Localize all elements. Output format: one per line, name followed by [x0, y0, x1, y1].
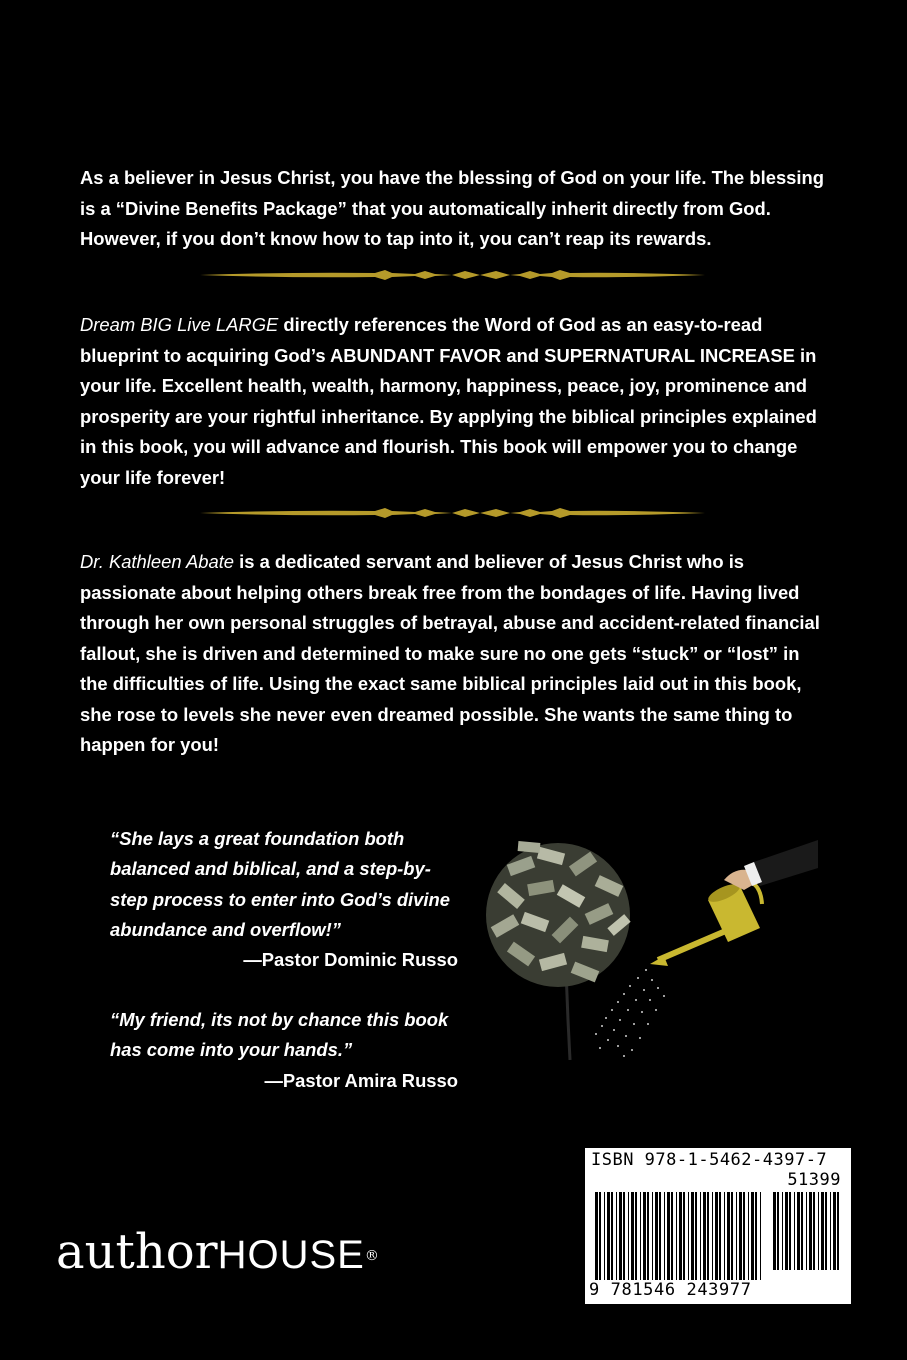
barcode-bar	[760, 1192, 761, 1280]
water-spray	[595, 969, 665, 1057]
gold-ornament-divider	[200, 506, 705, 520]
barcode-bar	[806, 1192, 807, 1270]
barcode-bar	[655, 1192, 658, 1280]
barcode-bar	[664, 1192, 665, 1280]
barcode-bar	[739, 1192, 742, 1280]
barcode-bar	[676, 1192, 677, 1280]
barcode-bar	[821, 1192, 824, 1270]
isbn-label: ISBN 978-1-5462-4397-7	[591, 1150, 828, 1170]
barcode-bar	[707, 1192, 709, 1280]
author-bio-paragraph	[80, 547, 832, 761]
barcode-bar	[731, 1192, 733, 1280]
barcode-bar	[794, 1192, 795, 1270]
barcode-bar	[801, 1192, 803, 1270]
barcode-bar	[619, 1192, 622, 1280]
testimonial	[110, 1005, 458, 1096]
barcode-bar	[616, 1192, 617, 1280]
intro-paragraph	[80, 163, 832, 255]
author-name: Dr. Kathleen Abate	[80, 551, 235, 572]
barcode-bar	[715, 1192, 718, 1280]
barcode-bar	[604, 1192, 605, 1280]
addon-bars	[773, 1192, 841, 1270]
book-description-paragraph	[80, 310, 832, 493]
isbn-barcode	[585, 1148, 851, 1304]
barcode-bar	[652, 1192, 653, 1280]
barcode-bar	[830, 1192, 831, 1270]
barcode-bar	[643, 1192, 646, 1280]
barcode-bar	[631, 1192, 634, 1280]
barcode-bar	[837, 1192, 839, 1270]
barcode-bar	[683, 1192, 685, 1280]
barcode-bar	[599, 1192, 601, 1280]
author-bio-text: is a dedicated servant and believer of Jesus Christ who is passionate about helping others break free from the bondages of life. Having lived through her own personal struggles of betrayal, abuse and accident-related financial fallout, she is driven and determined to make sure no one gets “stuck” or “lost” in the difficulties of life. Using the exact same biblical principles laid out in this book, she rose to levels she never even dreamed possible. She wants the same thing to happen for you!	[80, 551, 820, 755]
barcode-bar	[628, 1192, 629, 1280]
testimonial-quote: “My friend, its not by chance this book has come into your hands.”	[110, 1009, 449, 1061]
barcode-bar	[813, 1192, 815, 1270]
barcode-bar	[688, 1192, 689, 1280]
book-title: Dream BIG Live LARGE	[80, 314, 279, 335]
barcode-bar	[751, 1192, 754, 1280]
barcode-bar	[789, 1192, 791, 1270]
barcode-bar	[797, 1192, 800, 1270]
intro-text: As a believer in Jesus Christ, you have the blessing of God on your life. The blessing is a “Divine Benefits Package” that you automatically inherit directly from God. However, if you don’t know how to tap into it, you can’t reap its rewards.	[80, 167, 824, 249]
barcode-bar	[736, 1192, 737, 1280]
barcode-bar	[700, 1192, 701, 1280]
barcode-bar	[833, 1192, 836, 1270]
barcode-bar	[748, 1192, 749, 1280]
hand-holding-can	[724, 840, 818, 890]
barcode-bar	[825, 1192, 827, 1270]
testimonial-quote: “She lays a great foundation both balanced and biblical, and a step-by-step process to enter into God’s divine abundance and overflow!”	[110, 828, 450, 940]
barcode-bar	[773, 1192, 776, 1270]
testimonial-attribution: —Pastor Amira Russo	[264, 1069, 458, 1091]
barcode-bar	[623, 1192, 625, 1280]
yellow-watering-can	[650, 881, 762, 966]
barcode-bar	[712, 1192, 713, 1280]
barcode-bar	[679, 1192, 682, 1280]
barcode-bar	[640, 1192, 641, 1280]
barcode-bar	[595, 1192, 598, 1280]
barcode-bar	[635, 1192, 637, 1280]
barcode-bar	[647, 1192, 649, 1280]
barcode-bar	[607, 1192, 610, 1280]
barcode-bar	[611, 1192, 613, 1280]
barcode-bar	[743, 1192, 745, 1280]
barcode-bar	[818, 1192, 819, 1270]
barcode-bar	[703, 1192, 706, 1280]
registered-mark: ®	[364, 1248, 379, 1264]
barcode-bar	[782, 1192, 783, 1270]
barcode-bar	[695, 1192, 697, 1280]
gold-ornament-divider	[200, 268, 705, 282]
barcode-bar	[809, 1192, 812, 1270]
barcode-bar	[785, 1192, 788, 1270]
barcode-bar	[724, 1192, 725, 1280]
ean-digits: 9 781546 243977	[589, 1280, 752, 1300]
book-description-text: directly references the Word of God as an easy-to-read blueprint to acquiring God’s ABUNDANT FAVOR and SUPERNATURAL INCREASE in your life. Excellent health, wealth, harmony, happiness, peace, joy, prominence and prosperity are your rightful inheritance. By applying the biblical principles explained in this book, you will advance and flourish. This book will empower you to change your life forever!	[80, 314, 817, 488]
publisher-name-upper: HOUSE	[217, 1233, 365, 1277]
barcode-bar	[777, 1192, 779, 1270]
barcode-bar	[727, 1192, 730, 1280]
barcode-bar	[691, 1192, 694, 1280]
publisher-logo	[56, 1222, 379, 1285]
barcode-bar	[719, 1192, 721, 1280]
money-bills-cluster	[486, 841, 631, 987]
price-code: 51399	[787, 1170, 841, 1190]
publisher-name-lower: author	[56, 1224, 218, 1280]
testimonial-attribution: —Pastor Dominic Russo	[243, 949, 458, 971]
barcode-bar	[659, 1192, 661, 1280]
barcode-bar	[667, 1192, 670, 1280]
barcode-bar	[755, 1192, 757, 1280]
money-tree-watering-can-illustration	[478, 820, 818, 1060]
barcode-bar	[671, 1192, 673, 1280]
testimonial	[110, 824, 458, 975]
ean-bars	[595, 1192, 765, 1280]
